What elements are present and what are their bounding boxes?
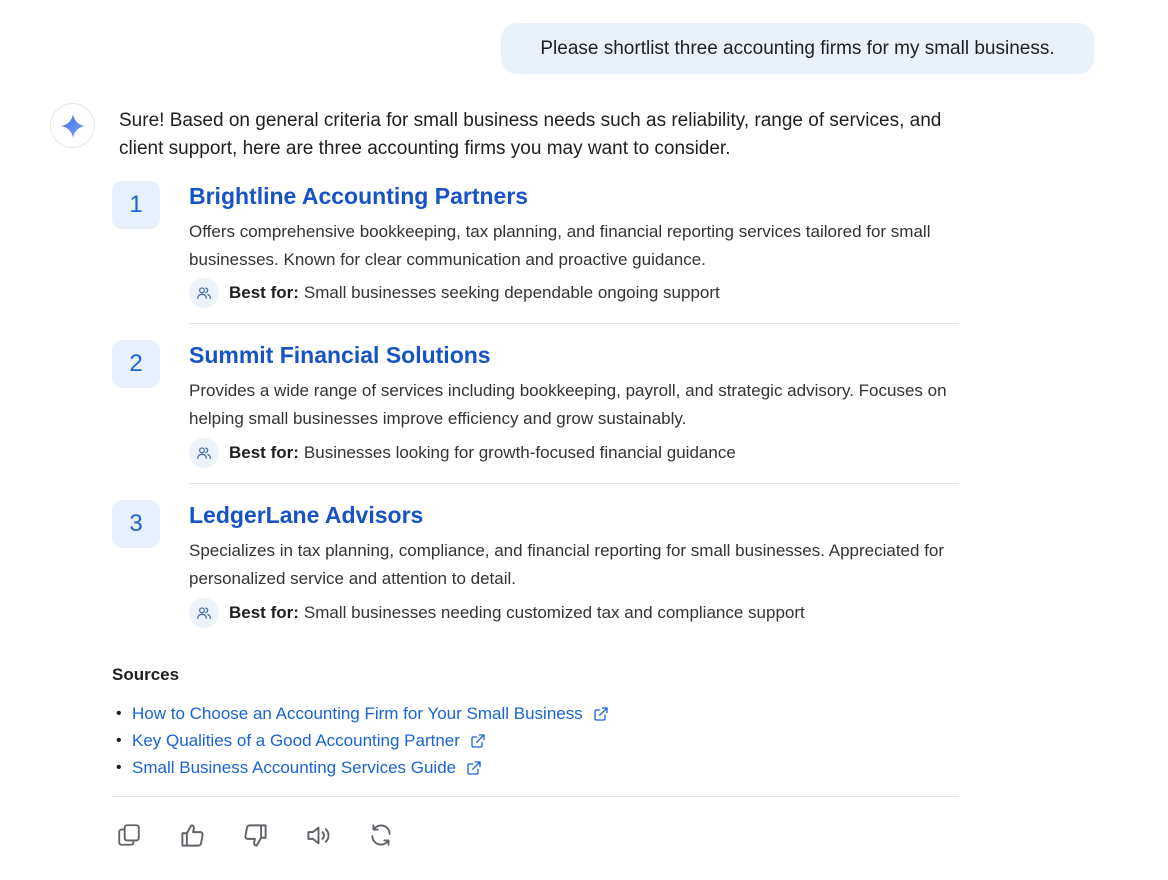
best-for-row	[189, 438, 736, 468]
source-item	[116, 727, 609, 754]
copy-button[interactable]	[116, 819, 179, 851]
best-for-row	[189, 598, 805, 628]
firm-number-badge: 2	[112, 340, 160, 388]
source-link[interactable]: How to Choose an Accounting Firm for Your Small Business	[132, 703, 583, 723]
best-for-text: Small businesses seeking dependable ongoing support	[303, 283, 720, 302]
firm-item	[112, 500, 960, 630]
sparkle-icon	[60, 113, 86, 139]
firm-description: Offers comprehensive bookkeeping, tax planning, and financial reporting services tailored for small businesses. Known for clear communication and proactive guidance.	[189, 222, 931, 269]
thumbs-down-button[interactable]	[242, 819, 305, 851]
best-for-label: Best for:	[229, 443, 299, 462]
source-item	[116, 755, 609, 782]
people-icon	[189, 438, 219, 468]
external-link-icon[interactable]	[466, 760, 482, 776]
firm-description: Specializes in tax planning, compliance, and financial reporting for small businesses. Appreciated for personalized service and attention to detail.	[189, 541, 945, 588]
bullet: •	[116, 731, 122, 749]
response-actions	[116, 819, 431, 851]
firm-name[interactable]: Brightline Accounting Partners	[189, 183, 529, 209]
refresh-icon	[368, 822, 394, 848]
sources-title: Sources	[112, 665, 180, 684]
firm-name[interactable]: Summit Financial Solutions	[189, 342, 491, 368]
divider	[189, 483, 959, 484]
firm-description: Provides a wide range of services including bookkeeping, payroll, and strategic advisory. Focuses on helping small businesses improve efficiency and grow sustainably.	[189, 381, 947, 428]
firm-item	[112, 340, 960, 470]
assistant-avatar	[50, 103, 95, 148]
best-for-label: Best for:	[229, 283, 299, 302]
firm-number-badge: 3	[112, 500, 160, 548]
best-for-label: Best for:	[229, 603, 299, 622]
thumbs-down-icon	[242, 822, 269, 849]
people-icon	[189, 278, 219, 308]
firm-number-badge: 1	[112, 181, 160, 229]
bullet: •	[116, 759, 122, 777]
sources-list	[116, 700, 609, 782]
source-item	[116, 700, 609, 727]
read-aloud-button[interactable]	[305, 819, 368, 851]
best-for-text: Businesses looking for growth-focused financial guidance	[303, 443, 736, 462]
assistant-intro: Sure! Based on general criteria for small business needs such as reliability, range of services, and client support, here are three accounting firms you may want to consider.	[119, 110, 942, 159]
best-for-text: Small businesses needing customized tax and compliance support	[303, 603, 805, 622]
thumbs-up-button[interactable]	[179, 819, 242, 851]
divider	[112, 796, 959, 797]
regenerate-button[interactable]	[368, 819, 431, 851]
firm-item	[112, 181, 960, 311]
external-link-icon[interactable]	[470, 733, 486, 749]
source-link[interactable]: Small Business Accounting Services Guide	[132, 758, 457, 778]
divider	[189, 323, 959, 324]
thumbs-up-icon	[179, 822, 206, 849]
firm-name[interactable]: LedgerLane Advisors	[189, 502, 424, 528]
external-link-icon[interactable]	[593, 706, 609, 722]
speaker-icon	[305, 822, 332, 849]
user-message-text: Please shortlist three accounting firms for my small business.	[540, 37, 1055, 59]
source-link[interactable]: Key Qualities of a Good Accounting Partner	[132, 730, 460, 750]
best-for-row	[189, 278, 720, 308]
user-message-bubble	[501, 23, 1094, 74]
bullet: •	[116, 704, 122, 722]
copy-icon	[116, 822, 142, 848]
people-icon	[189, 598, 219, 628]
